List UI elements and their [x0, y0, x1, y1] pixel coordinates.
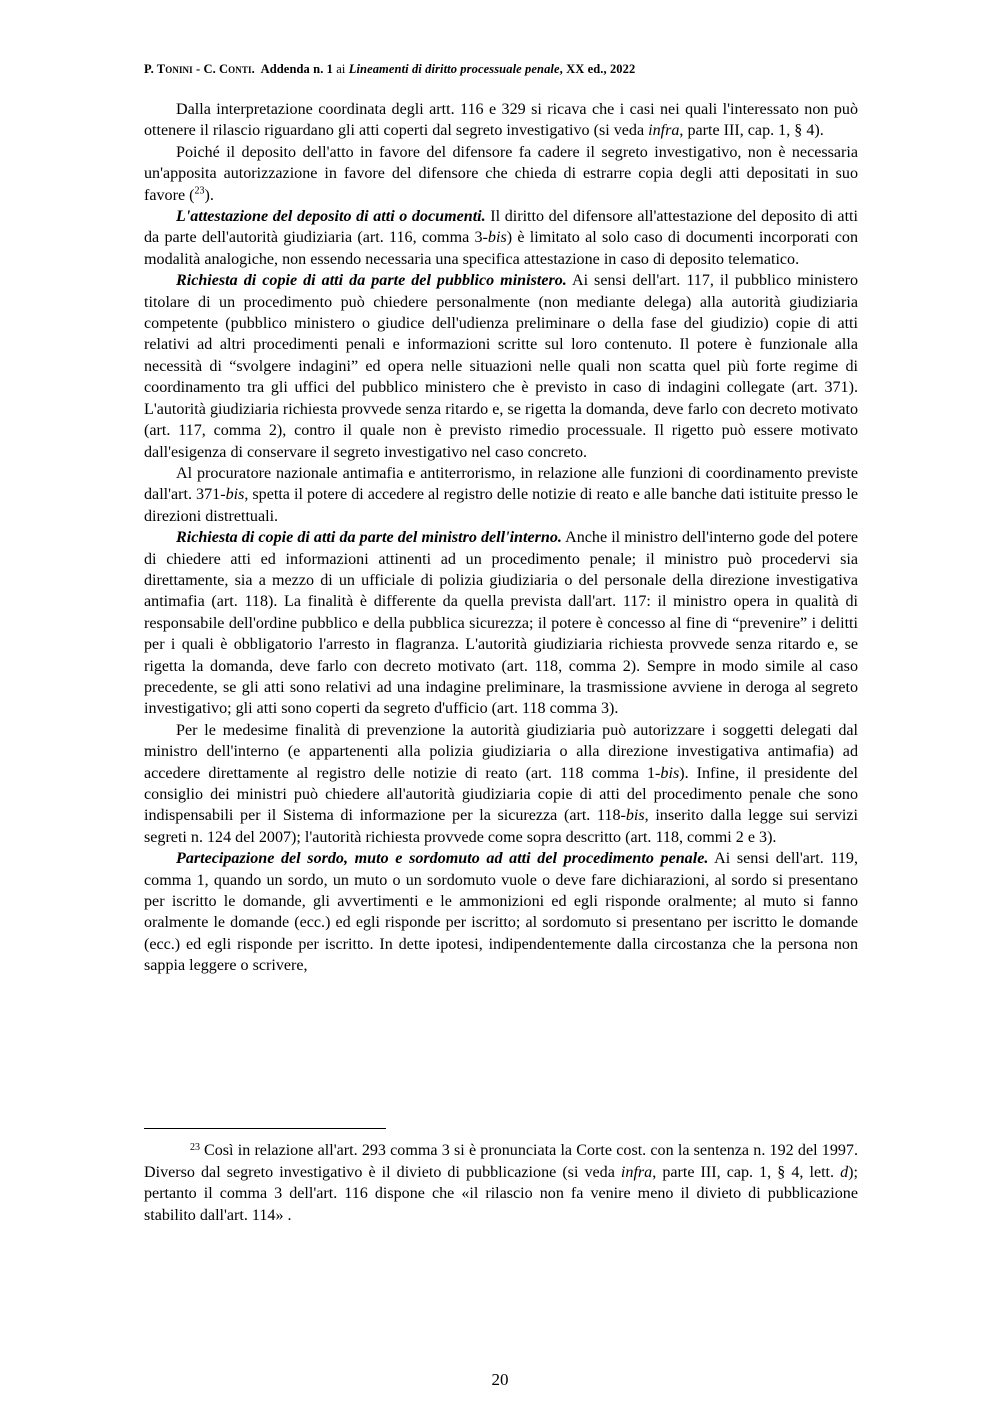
- paragraph-8: [144, 848, 858, 976]
- footnote-text-mid: , parte III, cap. 1, § 4, lett.: [652, 1163, 841, 1181]
- footnote-text: Così in relazione all'art. 293 comma 3 si è pronunciata la Corte cost. con la sentenza n. 192 del 1997. Diverso dal segreto investigativo è il divieto di pubblicazione (si veda: [144, 1142, 858, 1181]
- header-ai: ai: [336, 62, 346, 76]
- header-authors: P. Tonini - C. Conti.: [144, 62, 255, 76]
- paragraph-7: [144, 720, 858, 848]
- paragraph-4-heading: Richiesta di copie di atti da parte del pubblico ministero.: [176, 272, 567, 290]
- paragraph-4: [144, 270, 858, 463]
- paragraph-7-text-mid: ). Infine, il presidente del consiglio dei ministri può chiedere all'autorità giudiziaria copie di atti del procedimento penale che sono indispensabili per il Sistema di informazione per la sicurezza (art. 118-: [144, 764, 858, 825]
- footnote-separator: [144, 1128, 386, 1129]
- paragraph-1-text-end: , parte III, cap. 1, § 4).: [679, 122, 824, 140]
- paragraph-1-italic: infra: [648, 122, 680, 140]
- paragraph-6: [144, 527, 858, 720]
- header-edition: , XX ed., 2022: [559, 62, 636, 76]
- header-book-title: Lineamenti di diritto processuale penale: [348, 62, 560, 76]
- paragraph-2: [144, 142, 858, 206]
- paragraph-7-italic: bis: [660, 764, 680, 782]
- footnote-23: 23 Così in relazione all'art. 293 comma 3 si è pronunciata la Corte cost. con la sentenza n. 192 del 1997. Diverso dal segreto investigativo è il divieto di pubblicazione (si veda infra, parte III, cap. 1, § 4, lett. d); pertanto il comma 3 dell'art. 116 dispone che «il rilascio non fa venire meno il divieto di pubblicazione stabilito dall'art. 114» .: [144, 1142, 859, 1224]
- paragraph-2-text: Poiché il deposito dell'atto in favore del difensore fa cadere il segreto investigativo, non è necessaria un'apposita autorizzazione in favore del difensore che chieda di estrarre copia degli atti depositati in suo favore (: [144, 143, 858, 204]
- paragraph-3-text: Il diritto del difensore all'attestazione del deposito di atti da parte dell'autorità giudiziaria (art. 116, comma 3-: [144, 208, 858, 247]
- footnote-reference-23[interactable]: 23: [194, 185, 205, 197]
- header-addenda: Addenda n. 1: [260, 62, 333, 76]
- footnote-text-end: ); pertanto il comma 3 dell'art. 116 dispone che «il rilascio non fa venire meno il divieto di pubblicazione stabilito dall'art. 114» .: [144, 1163, 859, 1224]
- running-header: [144, 62, 864, 77]
- paragraph-3: [144, 206, 858, 270]
- paragraph-7-text: Per le medesime finalità di prevenzione la autorità giudiziaria può autorizzare i soggetti delegati dal ministro dell'interno (e appartenenti alla polizia giudiziaria o alla direzione investigativa antimafia) ad accedere direttamente al registro delle notizie di reato (art. 118 comma 1-: [144, 721, 858, 782]
- paragraph-6-heading: Richiesta di copie di atti da parte del ministro dell'interno.: [176, 529, 562, 547]
- paragraph-8-text: Ai sensi dell'art. 119, comma 1, quando un sordo, un muto o un sordomuto vuole o deve fare dichiarazioni, al sordo si presentano per iscritto le domande, gli avvertimenti e le ammonizioni ed egli risponde oralmente; al muto si fanno oralmente le domande (ecc.) ed egli risponde per iscritto; al sordomuto si presentano per iscritto le domande (ecc.) ed egli risponde per iscritto. In dette ipotesi, indipendentemente dalla circostanza che la persona non sappia leggere o scrivere,: [144, 850, 858, 975]
- footnote-italic: infra: [620, 1163, 653, 1181]
- paragraph-8-heading: Partecipazione del sordo, muto e sordomuto ad atti del procedimento penale.: [176, 850, 709, 868]
- footnote-italic-2: d: [840, 1163, 849, 1181]
- body-text: [144, 99, 858, 977]
- paragraph-1-text: Dalla interpretazione coordinata degli artt. 116 e 329 si ricava che i casi nei quali l'interessato non può ottenere il rilascio riguardano gli atti coperti dal segreto investigativo (si veda: [144, 101, 858, 140]
- paragraph-5-text-end: , spetta il potere di accedere al registro delle notizie di reato e alle banche dati istituite presso le direzioni distrettuali.: [144, 486, 858, 525]
- paragraph-7-text-end: , inserito dalla legge sui servizi segreti n. 124 del 2007); l'autorità richiesta provvede come sopra descritto (art. 118, commi 2 e 3).: [144, 807, 858, 846]
- paragraph-3-text-end: ) è limitato al solo caso di documenti incorporati con modalità analogiche, non essendo necessaria una specifica attestazione in caso di deposito telematico.: [144, 229, 859, 268]
- paragraph-4-text: Ai sensi dell'art. 117, il pubblico ministero titolare di un procedimento può chiedere personalmente (non mediante delega) alla autorità giudiziaria competente (pubblico ministero o giudice dell'udienza preliminare o della fase del giudizio) copie di atti relativi ad altri procedimenti penali e informazioni scritte sul loro contenuto. Il potere è funzionale alla necessità di “svolgere indagini” ed opera nelle situazioni nelle quali non scatta quel più forte regime di coordinamento tra gli uffici del pubblico ministero che è previsto in caso di indagini collegate (art. 371). L'autorità giudiziaria richiesta provvede senza ritardo e, se rigetta la domanda, deve farlo con decreto motivato (art. 117, comma 2), contro il quale non è previsto rimedio processuale. Il rigetto può essere motivato dall'esigenza di conservare il segreto investigativo nel caso concreto.: [144, 272, 858, 461]
- paragraph-3-heading: L'attestazione del deposito di atti o documenti.: [176, 208, 486, 226]
- paragraph-2-text-end: ).: [204, 186, 214, 204]
- paragraph-5-italic: bis: [225, 486, 245, 504]
- paragraph-7-italic-2: bis: [625, 807, 645, 825]
- paragraph-1: [144, 99, 858, 142]
- paragraph-5-text: Al procuratore nazionale antimafia e antiterrorismo, in relazione alle funzioni di coordinamento previste dall'art. 371-: [144, 464, 858, 504]
- paragraph-6-text: Anche il ministro dell'interno gode del potere di chiedere atti ed informazioni attinenti ad un procedimento penale; il ministro può procedervi sia direttamente, sia a mezzo di un ufficiale di polizia giudiziaria o del personale della direzione investigativa antimafia (art. 118). La finalità è differente da quella prevista dall'art. 117: il ministro opera in qualità di responsabile dell'ordine pubblico e della pubblica sicurezza; il potere è concesso al fine di “prevenire” i delitti per i quali è obbligatorio l'arresto in flagranza. L'autorità giudiziaria richiesta provvede senza ritardo e, se rigetta la domanda, deve farlo con decreto motivato (art. 118, comma 2). Sempre in modo simile al caso precedente, se gli atti sono relativi ad una indagine preliminare, la trasmissione avviene in deroga al segreto investigativo; gli atti sono coperti da segreto d'ufficio (art. 118 comma 3).: [144, 529, 858, 718]
- page-number: 20: [491, 1370, 509, 1389]
- paragraph-5: [144, 463, 858, 527]
- paragraph-3-italic: bis: [487, 229, 507, 247]
